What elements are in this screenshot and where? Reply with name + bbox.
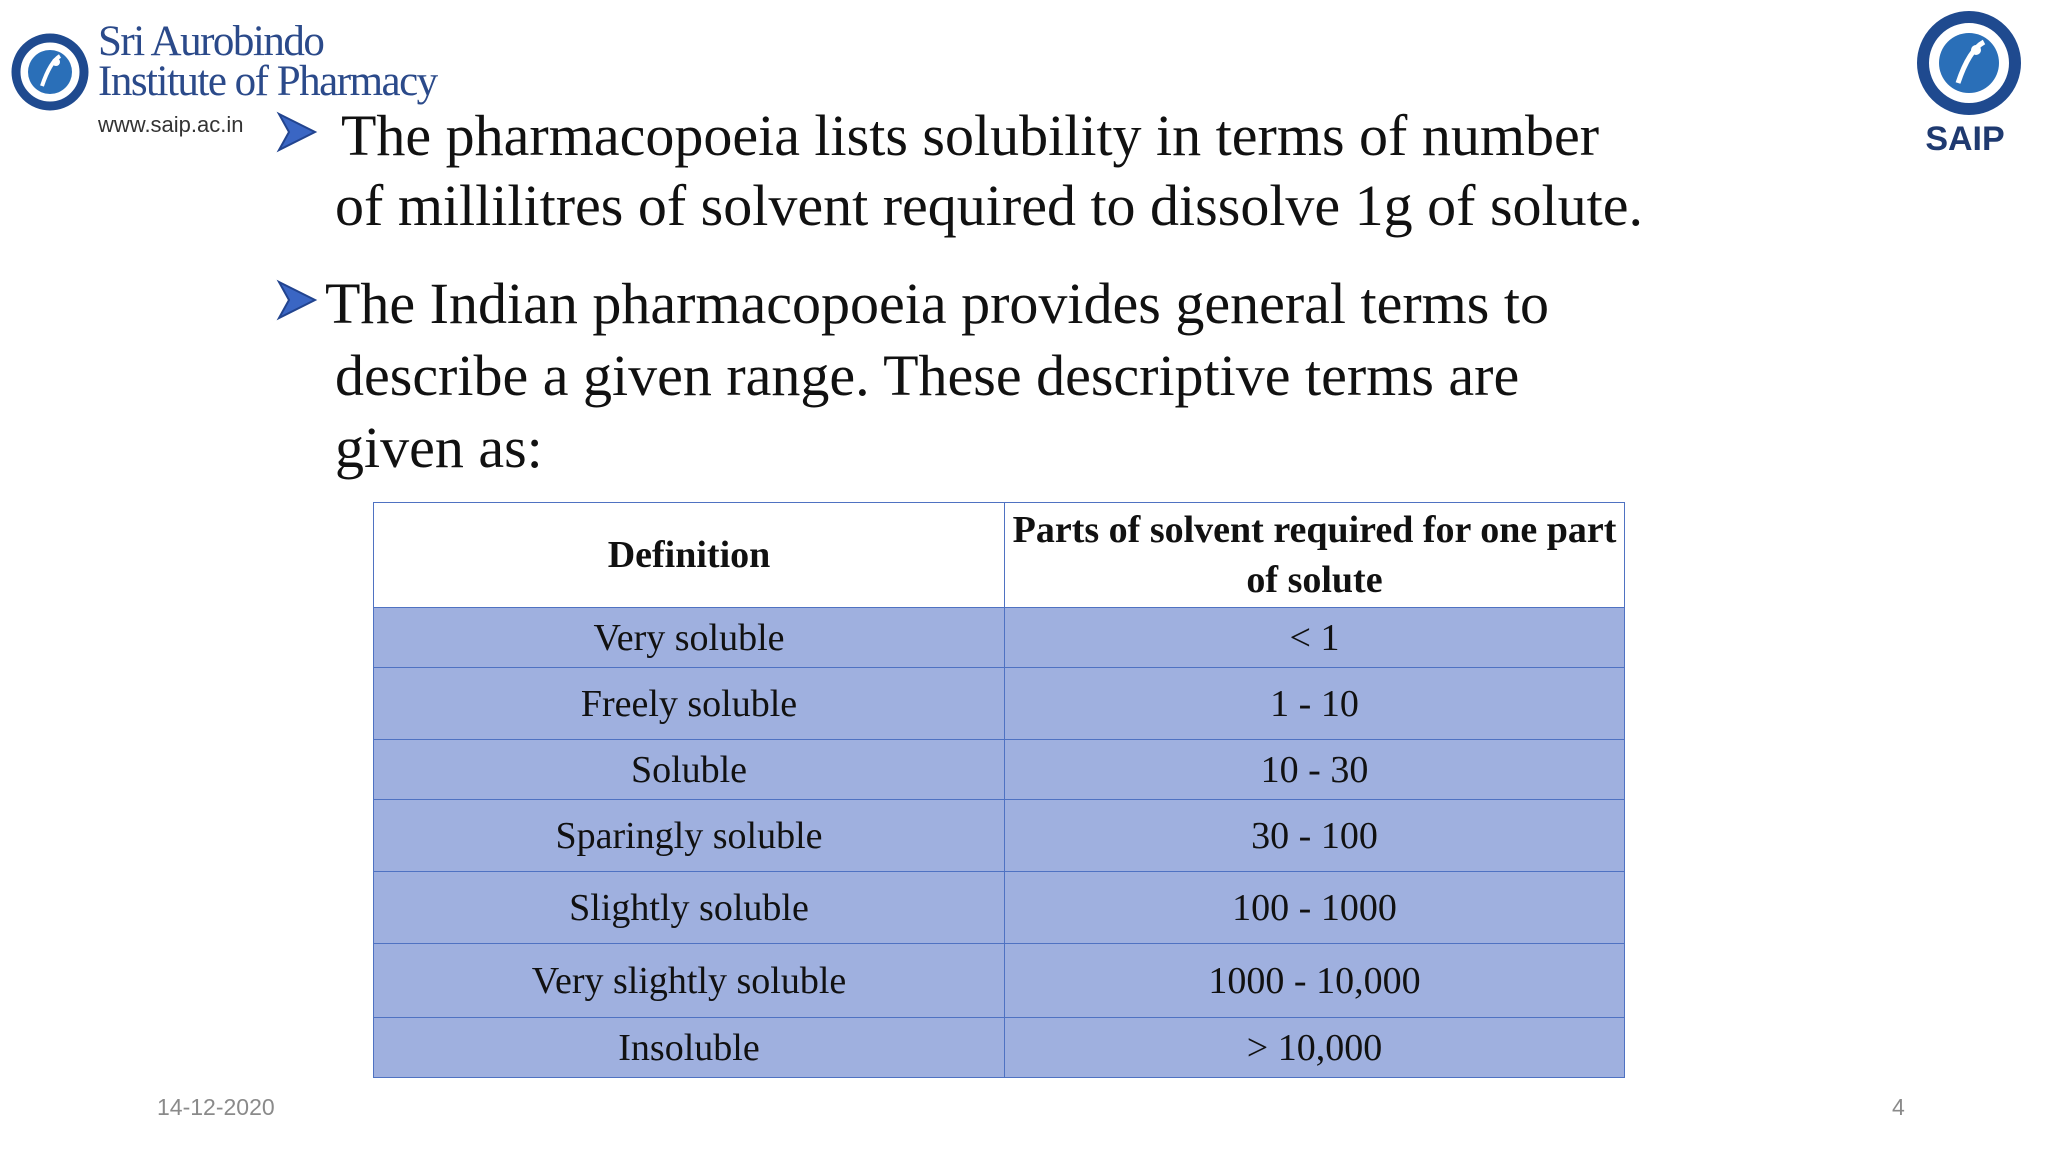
parts-cell: 10 - 30	[1005, 740, 1625, 800]
definition-cell: Freely soluble	[374, 668, 1005, 740]
definition-cell: Insoluble	[374, 1018, 1005, 1078]
parts-cell: 1 - 10	[1005, 668, 1625, 740]
institute-name-line2: Institute of Pharmacy	[98, 58, 437, 105]
saip-logo-text: SAIP	[1925, 120, 2005, 158]
column-header-definition: Definition	[374, 503, 1005, 608]
institute-name-line1: Sri Aurobindo	[98, 18, 324, 65]
saip-logo	[1900, 8, 2030, 158]
website-url: www.saip.ac.in	[98, 112, 244, 137]
institute-name	[98, 18, 437, 105]
definition-cell: Soluble	[374, 740, 1005, 800]
table-header-row	[374, 503, 1625, 608]
table-row	[374, 608, 1625, 668]
column-header-parts-of-solvent: Parts of solvent required for one part of solute	[1005, 503, 1625, 608]
table-row	[374, 944, 1625, 1018]
definition-cell: Very slightly soluble	[374, 944, 1005, 1018]
bullet-1-line-2: of millilitres of solvent required to dissolve 1g of solute.	[335, 173, 1644, 238]
arrow-bullet-icon	[275, 278, 319, 322]
institute-emblem-icon	[10, 32, 90, 112]
parts-cell: > 10,000	[1005, 1018, 1625, 1078]
table-row	[374, 872, 1625, 944]
parts-cell: 100 - 1000	[1005, 872, 1625, 944]
solubility-table	[373, 502, 1625, 1078]
saip-emblem-icon	[1914, 8, 2024, 118]
parts-cell: < 1	[1005, 608, 1625, 668]
slide-date: 14-12-2020	[157, 1094, 275, 1120]
arrow-bullet-icon	[275, 110, 319, 154]
table-row	[374, 668, 1625, 740]
definition-cell: Sparingly soluble	[374, 800, 1005, 872]
slide-page-number: 4	[1892, 1094, 1905, 1120]
bullet-2-line-1: The Indian pharmacopoeia provides general terms to	[325, 271, 1549, 336]
table-row	[374, 800, 1625, 872]
bullet-2-line-3: given as:	[335, 415, 543, 480]
parts-cell: 30 - 100	[1005, 800, 1625, 872]
table-row	[374, 740, 1625, 800]
definition-cell: Slightly soluble	[374, 872, 1005, 944]
bullet-1-line-1: The pharmacopoeia lists solubility in terms of number	[341, 103, 1600, 168]
table-row	[374, 1018, 1625, 1078]
parts-cell: 1000 - 10,000	[1005, 944, 1625, 1018]
bullet-2-line-2: describe a given range. These descriptive terms are	[335, 343, 1520, 408]
definition-cell: Very soluble	[374, 608, 1005, 668]
